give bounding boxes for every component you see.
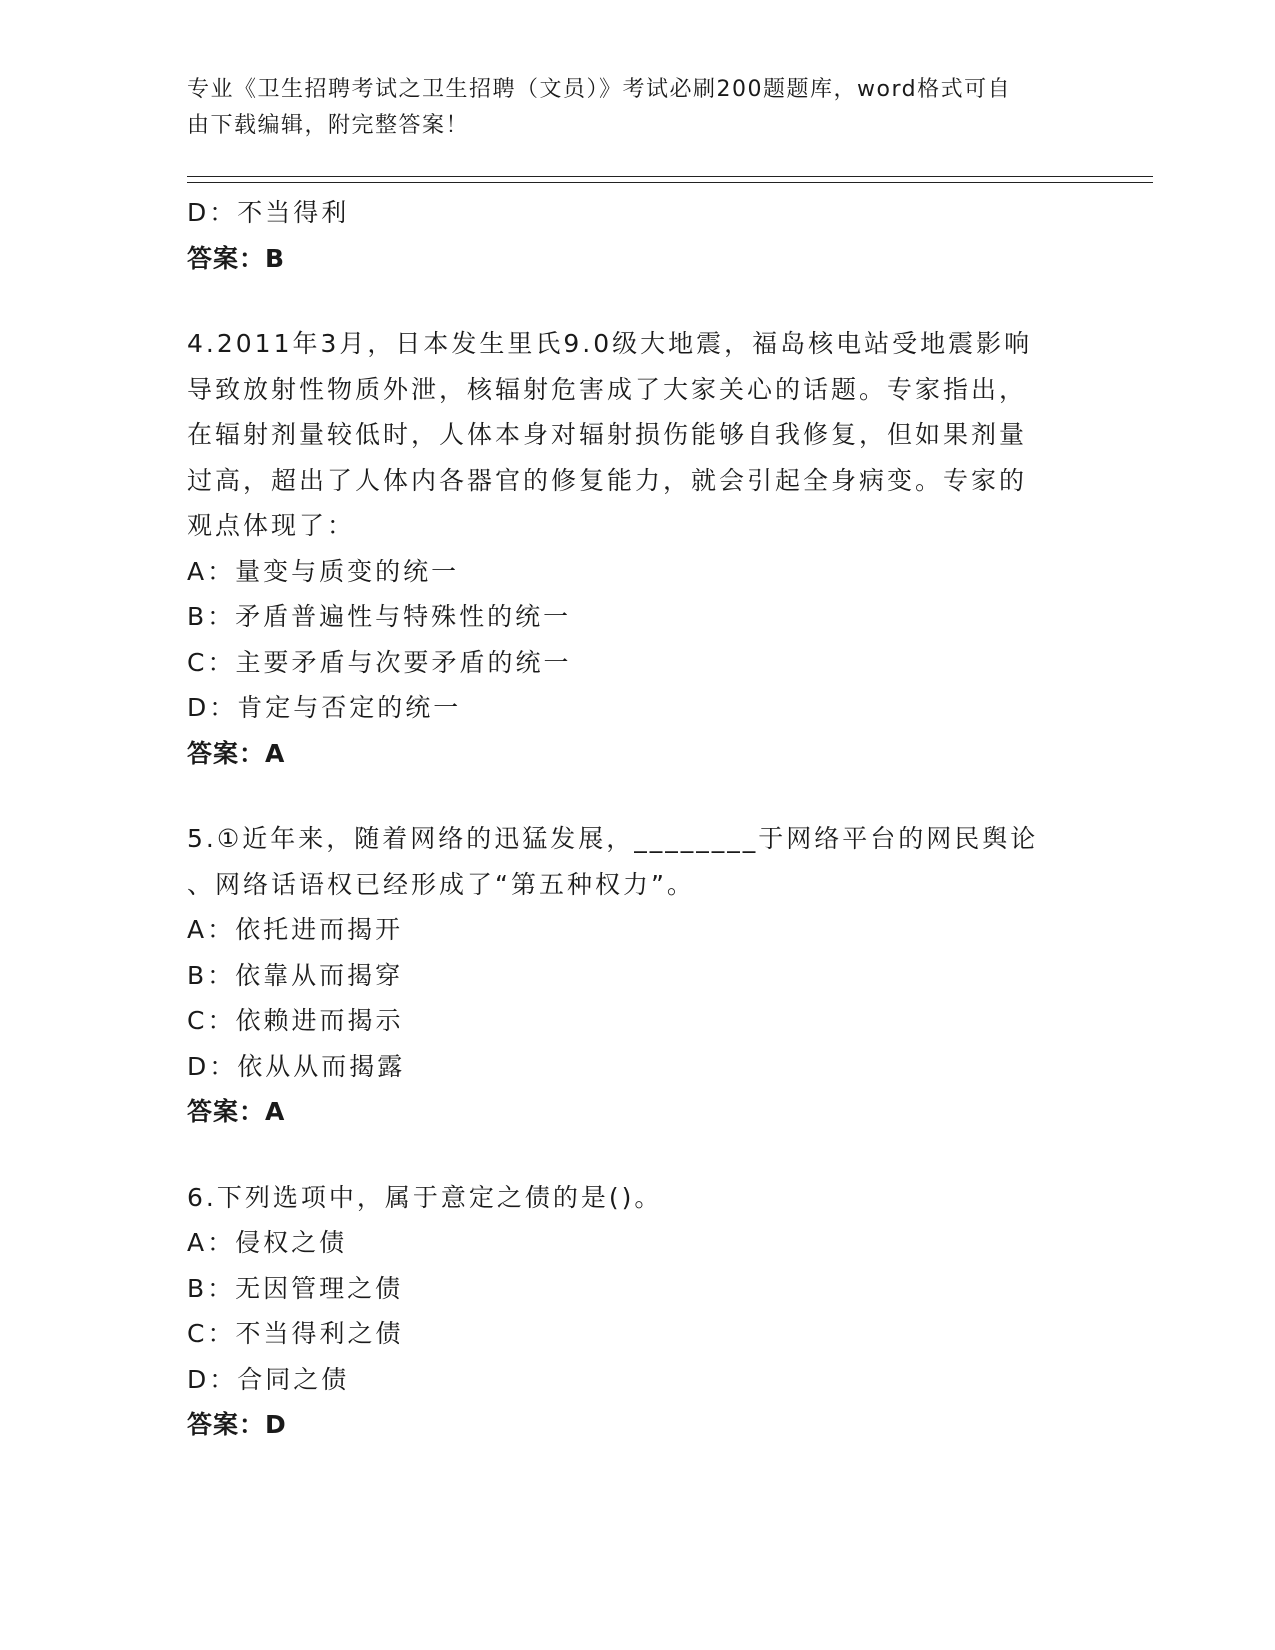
spacer (187, 1135, 1067, 1175)
question-line: 在辐射剂量较低时，人体本身对辐射损伤能够自我修复，但如果剂量 (187, 420, 1028, 449)
option-b: B：矛盾普遍性与特殊性的统一 (187, 602, 572, 631)
question-6 (187, 1175, 1067, 1448)
question-text (187, 816, 1067, 907)
question-line: 观点体现了： (187, 511, 356, 540)
answer-line: 答案：D (187, 1410, 287, 1439)
question-4 (187, 321, 1067, 776)
header-line-1: 专业《卫生招聘考试之卫生招聘（文员）》考试必刷200题题库，word格式可自 (187, 77, 1012, 102)
option-b: B：依靠从而揭穿 (187, 960, 404, 990)
spacer (187, 281, 1067, 321)
question-text (187, 321, 1067, 549)
document-header (187, 72, 1067, 144)
question-3-tail (187, 190, 1067, 281)
option-d: D：合同之债 (187, 1364, 350, 1394)
question-line: 导致放射性物质外泄，核辐射危害成了大家关心的话题。专家指出， (187, 374, 1028, 404)
option-d: D：不当得利 (187, 198, 350, 227)
option-c: C：主要矛盾与次要矛盾的统一 (187, 647, 572, 677)
option-b: B：无因管理之债 (187, 1273, 404, 1303)
question-line: 4.2011年3月，日本发生里氏9.0级大地震，福岛核电站受地震影响 (187, 329, 1033, 358)
header-divider-bottom (187, 182, 1153, 183)
option-d: D：肯定与否定的统一 (187, 693, 462, 722)
option-a: A：侵权之债 (187, 1228, 348, 1257)
answer-line: 答案：B (187, 243, 286, 273)
header-divider-top (187, 176, 1153, 177)
question-5 (187, 816, 1067, 1135)
option-a: A：量变与质变的统一 (187, 556, 460, 586)
option-c: C：依赖进而揭示 (187, 1006, 404, 1035)
question-line: 过高，超出了人体内各器官的修复能力，就会引起全身病变。专家的 (187, 465, 1028, 495)
answer-line: 答案：A (187, 1097, 286, 1126)
header-line-2: 由下载编辑，附完整答案！ (187, 113, 470, 138)
option-d: D：依从从而揭露 (187, 1051, 406, 1081)
question-text (187, 1175, 1067, 1221)
option-a: A：依托进而揭开 (187, 915, 404, 944)
spacer (187, 776, 1067, 816)
question-line: 5.①近年来，随着网络的迅猛发展，________于网络平台的网民舆论 (187, 824, 1039, 853)
question-line: 6.下列选项中，属于意定之债的是()。 (187, 1182, 663, 1212)
question-line: 、网络话语权已经形成了“第五种权力”。 (187, 869, 695, 899)
question-content (187, 190, 1067, 1448)
option-c: C：不当得利之债 (187, 1319, 404, 1348)
answer-line: 答案：A (187, 738, 286, 768)
